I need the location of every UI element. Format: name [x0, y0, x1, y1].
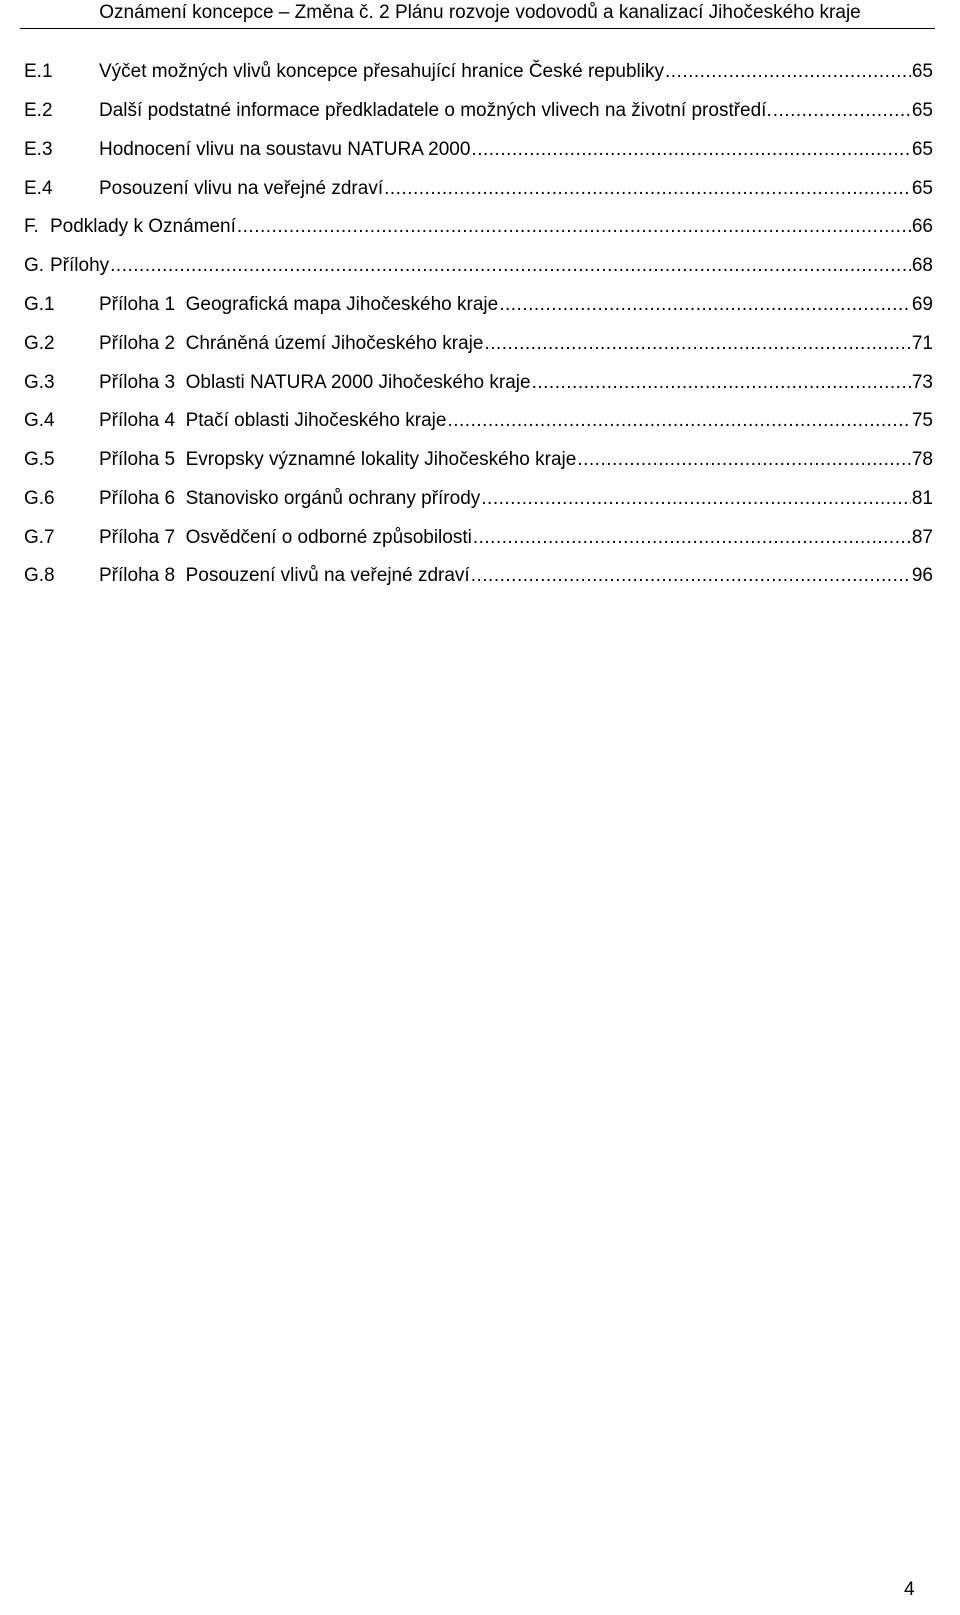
toc-entry-g[interactable] — [24, 251, 933, 281]
toc-entry-title: Přílohy — [50, 255, 110, 276]
toc-entry-number: G.7 — [24, 527, 55, 548]
toc-entry-e1[interactable] — [24, 57, 933, 87]
toc-entry-e3[interactable] — [24, 135, 933, 165]
toc-entry-page: 68 — [911, 255, 933, 276]
toc-entry-page: 66 — [911, 216, 933, 237]
toc-entry-page: 96 — [911, 565, 933, 586]
toc-entry-number: G.5 — [24, 449, 55, 470]
toc-entry-page: 65 — [911, 100, 933, 121]
toc-entry-page: 78 — [911, 449, 933, 470]
toc-leader-dots — [484, 329, 910, 359]
toc-entry-title: Výčet možných vlivů koncepce přesahující hranice České republiky — [99, 61, 664, 82]
toc-leader-dots — [447, 406, 910, 436]
toc-entry-title: Příloha 5 Evropsky významné lokality Jihočeského kraje — [99, 449, 577, 470]
toc-entry-number: E.1 — [24, 61, 53, 82]
toc-entry-number: G. — [24, 255, 45, 276]
toc-entry-g6[interactable] — [24, 484, 933, 514]
toc-entry-number: G.8 — [24, 565, 55, 586]
toc-leader-dots — [473, 523, 911, 553]
toc-entry-page: 73 — [911, 372, 933, 393]
toc-entry-page: 87 — [911, 527, 933, 548]
toc-leader-dots — [110, 251, 911, 281]
toc-entry-number: G.3 — [24, 372, 55, 393]
toc-entry-title: Hodnocení vlivu na soustavu NATURA 2000 — [99, 139, 471, 160]
toc-entry-title: Příloha 2 Chráněná území Jihočeského kraje — [99, 333, 484, 354]
toc-entry-number: E.4 — [24, 178, 53, 199]
toc-entry-g5[interactable] — [24, 445, 933, 475]
toc-leader-dots — [481, 484, 911, 514]
toc-leader-dots — [773, 96, 911, 126]
toc-entry-number: G.1 — [24, 294, 55, 315]
toc-entry-page: 65 — [911, 139, 933, 160]
toc-entry-number: F. — [24, 216, 39, 237]
toc-entry-title: Příloha 8 Posouzení vlivů na veřejné zdraví — [99, 565, 470, 586]
toc-entry-f[interactable] — [24, 212, 933, 242]
toc-entry-g2[interactable] — [24, 329, 933, 359]
toc-entry-title: Posouzení vlivu na veřejné zdraví — [99, 178, 384, 199]
toc-leader-dots — [665, 57, 911, 87]
toc-entry-g7[interactable] — [24, 523, 933, 553]
toc-entry-g8[interactable] — [24, 561, 933, 591]
toc-leader-dots — [577, 445, 911, 475]
toc-entry-number: G.6 — [24, 488, 55, 509]
toc-entry-title: Příloha 3 Oblasti NATURA 2000 Jihočeského kraje — [99, 372, 531, 393]
toc-entry-g3[interactable] — [24, 368, 933, 398]
header-title: Oznámení koncepce – Změna č. 2 Plánu rozvoje vodovodů a kanalizací Jihočeského kraje — [99, 2, 861, 23]
toc-entry-number: E.2 — [24, 100, 53, 121]
toc-entry-title: Podklady k Oznámení — [50, 216, 236, 237]
page-number: 4 — [904, 1579, 915, 1600]
toc-entry-g4[interactable] — [24, 406, 933, 436]
toc-entry-number: G.2 — [24, 333, 55, 354]
toc-entry-page: 69 — [911, 294, 933, 315]
toc-entry-title: Příloha 7 Osvědčení o odborné způsobilosti — [99, 527, 472, 548]
toc-leader-dots — [237, 212, 911, 242]
toc-entry-e2[interactable] — [24, 96, 933, 126]
toc-entry-number: E.3 — [24, 139, 53, 160]
toc-entry-title: Příloha 6 Stanovisko orgánů ochrany přírody — [99, 488, 481, 509]
toc-leader-dots — [499, 290, 911, 320]
toc-entry-title: Příloha 1 Geografická mapa Jihočeského kraje — [99, 294, 499, 315]
toc-leader-dots — [384, 174, 911, 204]
toc-entry-page: 71 — [911, 333, 933, 354]
toc-entry-g1[interactable] — [24, 290, 933, 320]
toc-leader-dots — [532, 368, 911, 398]
toc-entry-title: Další podstatné informace předkladatele o možných vlivech na životní prostředí. — [99, 100, 772, 121]
toc-entry-number: G.4 — [24, 410, 55, 431]
toc-leader-dots — [471, 561, 911, 591]
toc-leader-dots — [471, 135, 910, 165]
toc-entry-e4[interactable] — [24, 174, 933, 204]
toc-entry-title: Příloha 4 Ptačí oblasti Jihočeského kraje — [99, 410, 447, 431]
toc-entry-page: 81 — [911, 488, 933, 509]
toc-entry-page: 65 — [911, 178, 933, 199]
toc-entry-page: 75 — [911, 410, 933, 431]
toc-entry-page: 65 — [911, 61, 933, 82]
